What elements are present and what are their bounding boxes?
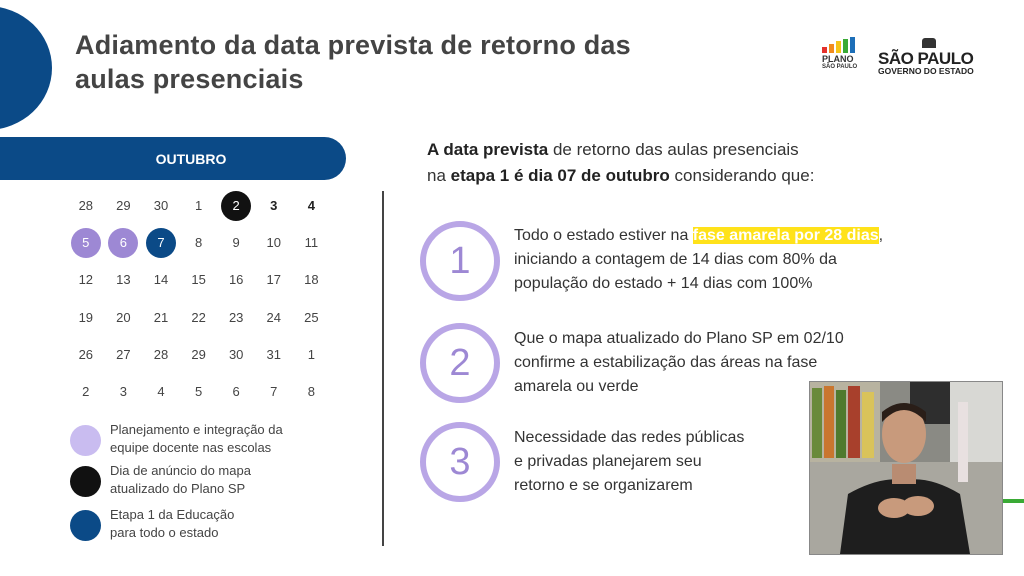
calendar-month-label: OUTUBRO	[155, 150, 227, 167]
highlighted-text: fase amarela por 28 dias	[692, 227, 879, 244]
calendar-day-cell	[180, 299, 218, 336]
plano-sp-logo	[822, 37, 862, 77]
title-line-2: aulas presenciais	[75, 64, 304, 94]
calendar-day-cell	[180, 261, 218, 298]
plano-sp-logo-text: PLANO	[822, 54, 854, 64]
calendar-day: 31	[266, 346, 281, 362]
calendar-day: 8	[307, 384, 315, 400]
calendar-day: 2	[82, 384, 90, 400]
condition-text-3: Necessidade das redes públicas e privadas planejarem seu retorno e se organizarem	[514, 429, 745, 494]
calendar-day-cell	[293, 336, 331, 373]
calendar-day-cell	[255, 299, 293, 336]
calendar-day-cell	[293, 261, 331, 298]
calendar-day-cell	[142, 336, 180, 373]
calendar-day-cell	[142, 224, 180, 261]
calendar-day: 24	[266, 309, 281, 325]
calendar-day-cell	[217, 224, 255, 261]
calendar-day-cell	[293, 224, 331, 261]
calendar-day-cell	[142, 373, 180, 410]
slide-title	[75, 28, 715, 96]
calendar-day: 22	[191, 309, 206, 325]
calendar-day-cell	[67, 299, 105, 336]
legend-dot-lavender	[70, 425, 101, 456]
corner-decoration	[0, 6, 52, 130]
calendar-day: 5	[194, 384, 203, 400]
legend-dot-blue	[70, 510, 101, 541]
plano-sp-logo-subtext: SÃO PAULO	[822, 64, 858, 70]
calendar-day: 16	[228, 272, 244, 288]
calendar-day: 12	[78, 272, 94, 288]
legend-text: Etapa 1 da Educação para todo o estado	[110, 507, 235, 540]
governo-sp-logo-text: SÃO PAULO	[878, 49, 974, 68]
calendar-day-cell	[67, 261, 105, 298]
title-line-1: Adiamento da data prevista de retorno das	[75, 30, 631, 60]
calendar-day-cell	[217, 336, 255, 373]
calendar-day-cell	[255, 336, 293, 373]
calendar-day: 25	[304, 309, 319, 325]
calendar-day: 29	[116, 198, 131, 214]
calendar-day-cell	[105, 299, 143, 336]
calendar-day: 26	[78, 346, 94, 362]
calendar-day-cell	[217, 187, 255, 224]
sp-crest-icon	[922, 38, 936, 48]
calendar-month-header	[0, 137, 346, 180]
condition-number-3: 3	[420, 422, 500, 502]
vertical-divider	[382, 191, 384, 546]
calendar-day-cell	[180, 336, 218, 373]
legend-dot-black	[70, 466, 101, 497]
calendar-day-cell	[180, 224, 218, 261]
calendar-day-cell	[255, 373, 293, 410]
interpreter-video-frame	[810, 382, 1002, 554]
calendar-day: 6	[108, 228, 138, 258]
calendar-day-cell	[142, 187, 180, 224]
legend-text: Planejamento e integração da equipe docente nas escolas	[110, 422, 283, 455]
calendar-day-cell	[255, 261, 293, 298]
calendar-day: 6	[232, 384, 240, 400]
legend-text: Dia de anúncio do mapa atualizado do Plano SP	[110, 463, 251, 496]
calendar-day: 15	[191, 272, 206, 288]
calendar-day-cell	[105, 261, 143, 298]
condition-text-1: Todo o estado estiver na fase amarela por 28 dias, iniciando a contagem de 14 dias com 80% da população do estado + 14 dias com 100%	[514, 227, 884, 292]
calendar-day: 28	[78, 198, 94, 214]
plano-sp-bars-icon	[822, 37, 862, 53]
calendar-day: 11	[304, 235, 319, 251]
calendar-day: 4	[157, 384, 165, 400]
calendar-day-cell	[180, 373, 218, 410]
calendar-day: 3	[119, 384, 127, 400]
calendar-day: 28	[153, 346, 169, 362]
calendar-day-cell	[105, 373, 143, 410]
calendar-day: 8	[194, 235, 203, 251]
calendar-day: 5	[71, 228, 101, 258]
calendar-day-cell	[142, 261, 180, 298]
accent-line	[1003, 499, 1024, 503]
calendar-day: 4	[307, 198, 315, 214]
calendar-day-cell	[255, 224, 293, 261]
calendar-day: 1	[194, 198, 203, 214]
calendar-day-cell	[255, 187, 293, 224]
calendar-day: 2	[221, 191, 251, 221]
calendar-day: 9	[232, 235, 240, 251]
calendar-day-cell	[217, 373, 255, 410]
calendar-day-cell	[67, 373, 105, 410]
calendar-day: 7	[146, 228, 176, 258]
condition-text-2: Que o mapa atualizado do Plano SP em 02/10 confirme a estabilização das áreas na fase amarela ou verde	[514, 330, 844, 395]
calendar-day-cell	[142, 299, 180, 336]
calendar-day: 14	[153, 272, 169, 288]
calendar-grid	[67, 187, 330, 410]
calendar-day: 30	[153, 198, 169, 214]
calendar-day-cell	[293, 187, 331, 224]
calendar-day-cell	[67, 336, 105, 373]
calendar-day: 19	[78, 309, 94, 325]
calendar-day: 17	[266, 272, 281, 288]
calendar-day: 30	[228, 346, 244, 362]
calendar-day: 18	[304, 272, 319, 288]
calendar-day: 21	[153, 309, 169, 325]
calendar-day-cell	[105, 336, 143, 373]
calendar-day: 10	[266, 235, 281, 251]
intro-text: A data prevista de retorno das aulas presenciais na etapa 1 é dia 07 de outubro considerando que:	[427, 140, 815, 185]
condition-number-2: 2	[420, 323, 500, 403]
calendar-day: 23	[228, 309, 244, 325]
calendar-day: 1	[307, 346, 315, 362]
calendar-day: 29	[191, 346, 206, 362]
calendar-day-cell	[293, 299, 331, 336]
condition-number-1: 1	[420, 221, 500, 301]
calendar-day-cell	[105, 224, 143, 261]
calendar-day: 13	[116, 272, 131, 288]
calendar-day: 27	[116, 346, 131, 362]
calendar-day-cell	[217, 261, 255, 298]
calendar-day: 7	[270, 384, 278, 400]
governo-sp-logo-subtext: GOVERNO DO ESTADO	[878, 66, 974, 76]
calendar-day-cell	[67, 224, 105, 261]
calendar-day-cell	[67, 187, 105, 224]
calendar-day-cell	[217, 299, 255, 336]
calendar-day: 20	[116, 309, 131, 325]
calendar-day-cell	[105, 187, 143, 224]
calendar-day-cell	[293, 373, 331, 410]
calendar-day-cell	[180, 187, 218, 224]
calendar-day: 3	[270, 198, 278, 214]
sign-language-interpreter-video	[809, 381, 1003, 555]
